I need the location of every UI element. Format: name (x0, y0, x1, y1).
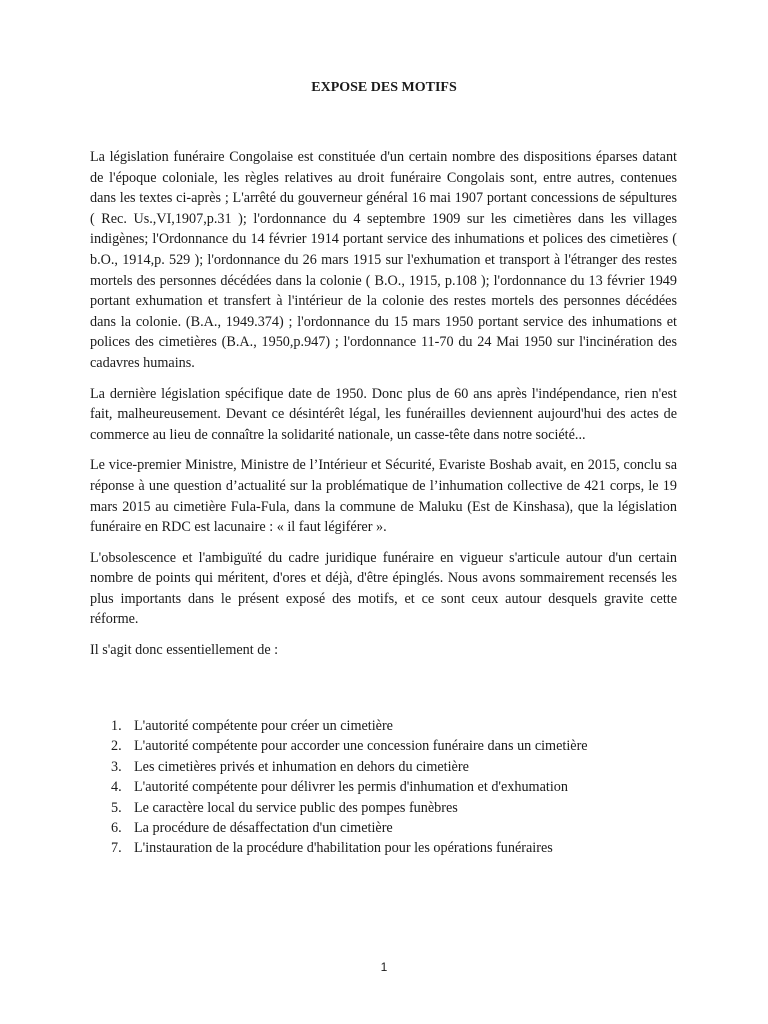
list-item-number: 7. (111, 840, 122, 857)
points-list (90, 716, 677, 859)
list-item-number: 6. (111, 820, 122, 837)
page-number: 1 (380, 960, 388, 974)
paragraph-last-legislation: La dernière législation spécifique date de 1950. Donc plus de 60 ans après l'indépendance, rien n'est fait, malheureusement. Devant ce désintérêt légal, les funérailles deviennent aujourd'hui des actes de commerce au lieu de connaître la solidarité nationale, un casse-tête dans notre société... (90, 385, 677, 443)
list-item (90, 757, 677, 777)
list-item-number: 2. (111, 738, 122, 755)
list-item-text: L'autorité compétente pour délivrer les permis d'inhumation et d'exhumation (134, 779, 568, 796)
paragraph-legislation: La législation funéraire Congolaise est constituée d'un certain nombre des dispositions éparses datant de l'époque coloniale, les règles relatives au droit funéraire Congolais sont, entre autres, contenues dans les textes ci-après ; L'arrêté du gouverneur général 16 mai 1907 portant concessions de sépultures ( Rec. Us.,VI,1907,p.31 ); l'ordonnance du 4 septembre 1909 sur les cimetières dans les villages indigènes; l'Ordonnance du 14 février 1914 portant service des inhumations et polices des cimetières ( b.O., 1914,p. 529 ); l'ordonnance du 26 mars 1915 sur l'exhumation et transport à l'étranger des restes mortels des personnes décédées dans la colonie ( B.O., 1915, p.108 ); l'ordonnance du 13 février 1949 portant exhumation et transfert à l'intérieur de la colonie des restes mortels des personnes décédées dans la colonie. (B.A., 1949.374) ; l'ordonnance du 15 mars 1950 portant service des inhumations et polices des cimetières (B.A., 1950,p.947) ; l'ordonnance 11-70 du 24 Mai 1950 sur l'incinération des cadavres humains. (90, 149, 677, 371)
list-item-text: L'autorité compétente pour créer un cimetière (134, 718, 393, 734)
list-item-number: 1. (111, 718, 122, 734)
paragraph-list-intro: Il s'agit donc essentiellement de : (90, 642, 279, 659)
list-item (90, 818, 677, 838)
list-item (90, 716, 677, 736)
paragraph-obsolescence: L'obsolescence et l'ambiguïté du cadre juridique funéraire en vigueur s'articule autour d'un certain nombre de points qui méritent, d'ores et déjà, d'être épinglés. Nous avons sommairement recensés les plus importants dans le présent exposé des motifs, et ce sont ceux autour desquels gravite cette réforme. (90, 549, 677, 628)
list-item-number: 3. (111, 758, 122, 775)
list-item-text: Les cimetières privés et inhumation en dehors du cimetière (134, 758, 469, 775)
list-item-text: La procédure de désaffectation d'un cimetière (134, 820, 393, 837)
list-item (90, 838, 677, 858)
paragraph-vice-premier: Le vice-premier Ministre, Ministre de l’Intérieur et Sécurité, Evariste Boshab avait, en 2015, conclu sa réponse à une question d’actualité sur la problématique de l’inhumation collective de 421 corps, le 19 mars 2015 au cimetière Fula-Fula, dans la commune de Maluku (Est de Kinshasa), que la législation funéraire en RDC est lacunaire : « il faut légiférer ». (90, 457, 677, 536)
list-item-number: 5. (111, 799, 122, 816)
page-title: EXPOSE DES MOTIFS (311, 80, 457, 95)
list-item-text: Le caractère local du service public des pompes funèbres (134, 799, 458, 816)
list-item-text: L'instauration de la procédure d'habilitation pour les opérations funéraires (134, 840, 553, 857)
list-item-text: L'autorité compétente pour accorder une concession funéraire dans un cimetière (134, 738, 588, 755)
list-item (90, 736, 677, 756)
document-body (90, 147, 677, 671)
list-item (90, 798, 677, 818)
list-item-number: 4. (111, 779, 122, 796)
list-item (90, 777, 677, 797)
